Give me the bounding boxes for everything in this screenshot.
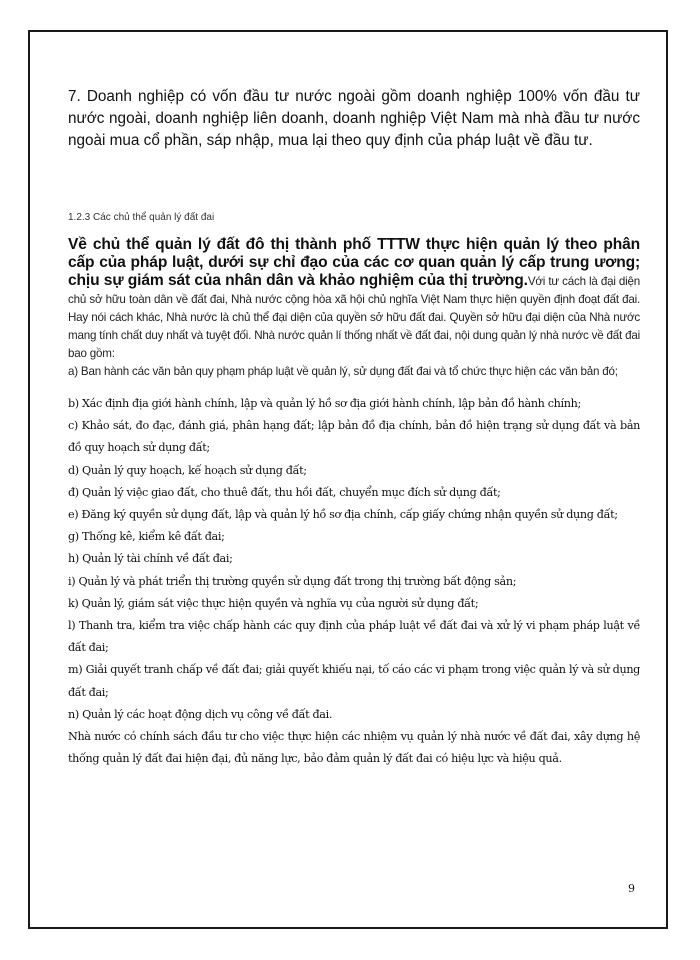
page-number: 9 [628, 882, 635, 895]
list-item: i) Quản lý và phát triển thị trường quyền sử dụng đất trong thị trường bất động sản; [68, 574, 517, 588]
lead-bold-text: Về chủ thể quản lý đất đô thị thành phố TTTW thực hiện quản lý theo phân cấp của pháp luật, dưới sự chỉ đạo của các cơ quan quản lý cấp trung ương; chịu sự giám sát của nhân dân và khảo nghiệm của thị trường. [68, 236, 640, 289]
lead-paragraph [68, 236, 640, 380]
lead-small-text: Với tư cách là đại diện chủ sở hữu toàn dân về đất đai, Nhà nước cộng hòa xã hội chủ nghĩa Việt Nam thực hiện quyền định đoạt đất đai. Hay nói cách khác, Nhà nước là chủ thể đại diện của quyền sở hữu đất đai. Quyền sở hữu đại diện của Nhà nước mang tính chất duy nhất và tuyệt đối. Nhà nước quản lí thống nhất về đất đai, nội dung quản lý nhà nước về đất đai bao gồm: [68, 275, 640, 360]
list-item: e) Đăng ký quyền sử dụng đất, lập và quản lý hồ sơ địa chính, cấp giấy chứng nhận quyền sử dụng đất; [68, 508, 618, 522]
paragraph-7: 7. Doanh nghiệp có vốn đầu tư nước ngoài gồm doanh nghiệp 100% vốn đầu tư nước ngoài, doanh nghiệp liên doanh, doanh nghiệp Việt Nam mà nhà đầu tư nước ngoài mua cổ phần, sáp nhập, mua lại theo quy định của pháp luật về đầu tư. [68, 88, 640, 149]
list-item: h) Quản lý tài chính về đất đai; [68, 552, 233, 566]
list-item: k) Quản lý, giám sát việc thực hiện quyền và nghĩa vụ của người sử dụng đất; [68, 596, 479, 610]
section-heading: 1.2.3 Các chủ thể quản lý đất đai [68, 212, 215, 223]
management-content-list [68, 393, 640, 770]
list-item: g) Thống kê, kiểm kê đất đai; [68, 530, 225, 544]
list-item: d) Quản lý quy hoạch, kế hoạch sử dụng đất; [68, 463, 307, 477]
page-content [68, 86, 640, 766]
list-item: b) Xác định địa giới hành chính, lập và quản lý hồ sơ địa giới hành chính, lập bản đồ hành chính; [68, 397, 581, 410]
list-item-a: a) Ban hành các văn bản quy phạm pháp luật về quản lý, sử dụng đất đai và tổ chức thực hiện các văn bản đó; [68, 365, 618, 378]
list-item: l) Thanh tra, kiểm tra việc chấp hành các quy định của pháp luật về đất đai và xử lý vi phạm pháp luật về đất đai; [68, 619, 640, 655]
list-item: c) Khảo sát, đo đạc, đánh giá, phân hạng đất; lập bản đồ địa chính, bản đồ hiện trạng sử dụng đất và bản đồ quy hoạch sử dụng đất; [68, 419, 640, 455]
closing-paragraph: Nhà nước có chính sách đầu tư cho việc thực hiện các nhiệm vụ quản lý nhà nước về đất đai, xây dựng hệ thống quản lý đất đai hiện đại, đủ năng lực, bảo đảm quản lý đất đai có hiệu lực và hiệu quả. [68, 730, 640, 766]
list-item: m) Giải quyết tranh chấp về đất đai; giải quyết khiếu nại, tố cáo các vi phạm trong việc quản lý và sử dụng đất đai; [68, 663, 640, 699]
list-item: đ) Quản lý việc giao đất, cho thuê đất, thu hồi đất, chuyển mục đích sử dụng đất; [68, 485, 501, 499]
list-item: n) Quản lý các hoạt động dịch vụ công về đất đai. [68, 707, 333, 721]
